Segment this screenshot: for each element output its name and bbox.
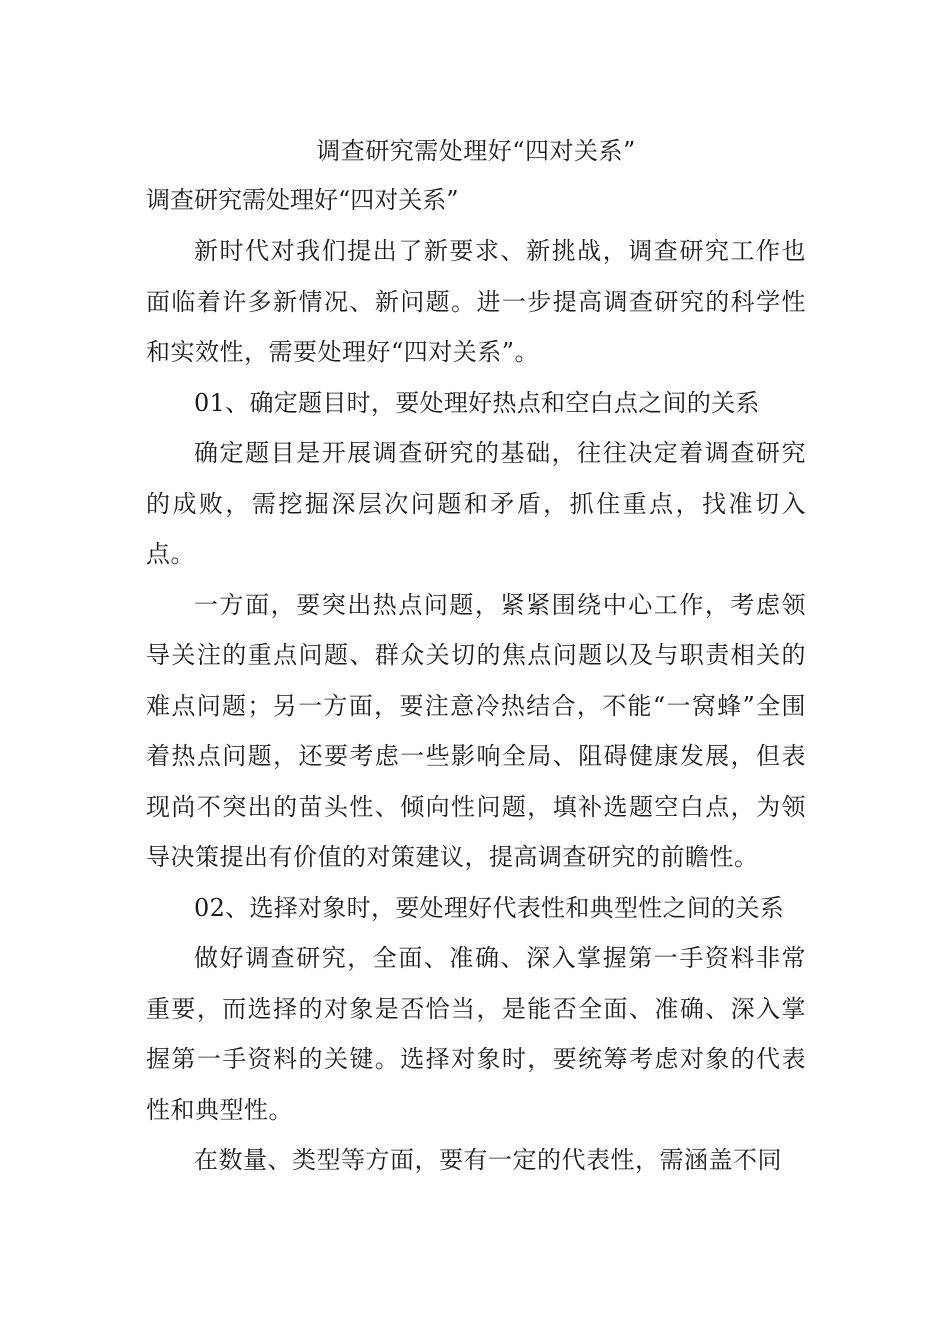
document-subtitle: 调查研究需处理好“四对关系”: [146, 186, 459, 214]
section-1-paragraph-1: 确定题目是开展调查研究的基础，往往决定着调查研究的成败，需挖掘深层次问题和矛盾，抓住重点，找准切入点。: [146, 439, 806, 568]
document-body: [146, 128, 806, 1186]
section-2-heading: 02、选择对象时，要处理好代表性和典型性之间的关系: [194, 893, 785, 922]
section-1-heading: 01、确定题目时，要处理好热点和空白点之间的关系: [194, 388, 760, 417]
section-2-paragraph-2: 在数量、类型等方面，要有一定的代表性，需涵盖不同: [194, 1146, 782, 1174]
document-title: 调查研究需处理好“四对关系”: [316, 137, 636, 165]
intro-paragraph: 新时代对我们提出了新要求、新挑战，调查研究工作也面临着许多新情况、新问题。进一步提高调查研究的科学性和实效性，需要处理好“四对关系”。: [146, 237, 806, 366]
section-2-paragraph-1: 做好调查研究，全面、准确、深入掌握第一手资料非常重要，而选择的对象是否恰当，是能否全面、准确、深入掌握第一手资料的关键。选择对象时，要统筹考虑对象的代表性和典型性。: [146, 944, 806, 1124]
section-1-paragraph-2: 一方面，要突出热点问题，紧紧围绕中心工作，考虑领导关注的重点问题、群众关切的焦点问题以及与职责相关的难点问题；另一方面，要注意冷热结合，不能“一窝蜂”全围着热点问题，还要考虑一些影响全局、阻碍健康发展，但表现尚不突出的苗头性、倾向性问题，填补选题空白点，为领导决策提出有价值的对策建议，提高调查研究的前瞻性。: [146, 590, 806, 871]
